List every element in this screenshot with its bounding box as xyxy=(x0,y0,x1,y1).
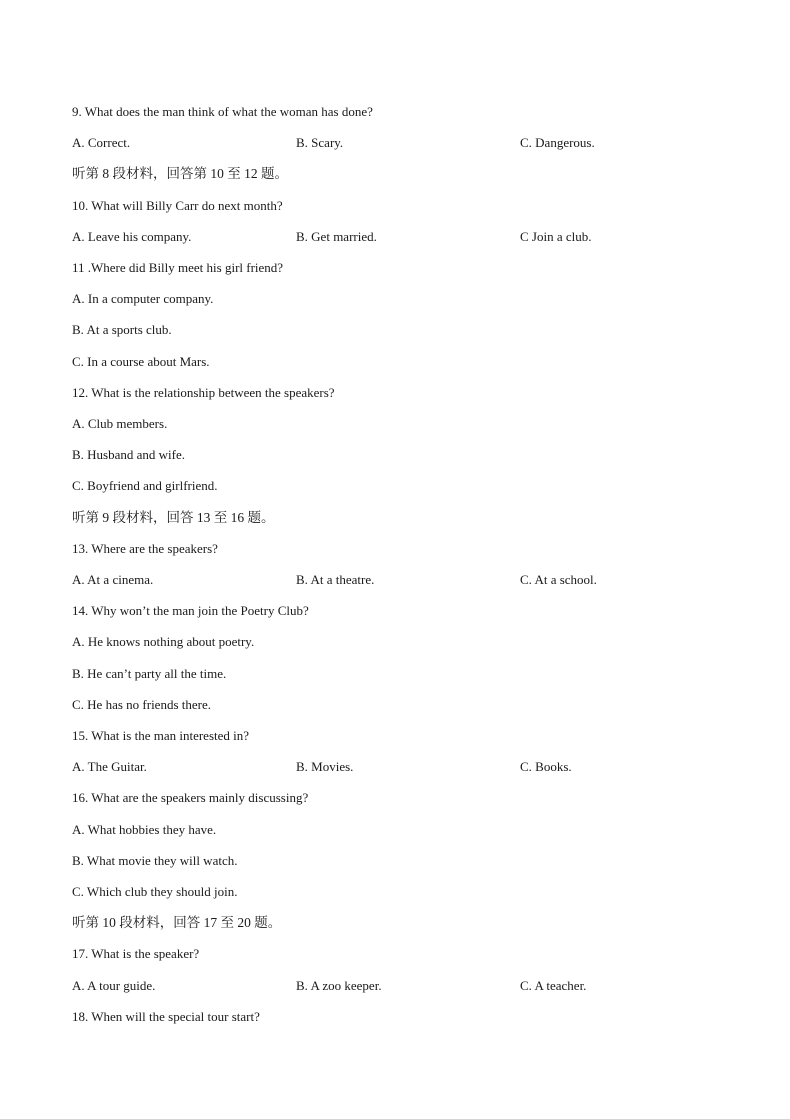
question-text: 16. What are the speakers mainly discussing? xyxy=(72,790,309,805)
option-b: B. At a theatre. xyxy=(296,572,375,587)
option-line: C. Boyfriend and girlfriend. xyxy=(72,478,218,493)
question-text: 12. What is the relationship between the speakers? xyxy=(72,385,335,400)
option-row xyxy=(72,976,712,996)
option-c: C. At a school. xyxy=(520,572,597,587)
option-line: B. He can’t party all the time. xyxy=(72,666,227,681)
option-a: A. Correct. xyxy=(72,135,131,150)
question-text: 9. What does the man think of what the woman has done? xyxy=(72,104,373,119)
option-row xyxy=(72,133,712,153)
option-row xyxy=(72,757,712,777)
option-c: C Join a club. xyxy=(520,229,592,244)
question-text: 14. Why won’t the man join the Poetry Club? xyxy=(72,603,309,618)
option-line: A. He knows nothing about poetry. xyxy=(72,634,255,649)
option-line: B. Husband and wife. xyxy=(72,447,186,462)
option-b: B. Movies. xyxy=(296,759,354,774)
option-line: A. Club members. xyxy=(72,416,168,431)
section-instruction: 听第 9 段材料，回答 13 至 16 题。 xyxy=(72,510,275,525)
option-a: A. At a cinema. xyxy=(72,572,154,587)
option-c: C. Books. xyxy=(520,759,572,774)
option-b: B. A zoo keeper. xyxy=(296,978,382,993)
option-line: C. Which club they should join. xyxy=(72,884,238,899)
question-text: 15. What is the man interested in? xyxy=(72,728,250,743)
section-instruction: 听第 10 段材料，回答 17 至 20 题。 xyxy=(72,915,282,930)
question-text: 10. What will Billy Carr do next month? xyxy=(72,198,283,213)
option-row xyxy=(72,570,712,590)
question-text: 13. Where are the speakers? xyxy=(72,541,218,556)
question-text: 17. What is the speaker? xyxy=(72,946,200,961)
option-b: B. Get married. xyxy=(296,229,377,244)
option-line: B. At a sports club. xyxy=(72,322,172,337)
option-a: A. Leave his company. xyxy=(72,229,192,244)
question-text: 11 .Where did Billy meet his girl friend? xyxy=(72,260,284,275)
section-instruction: 听第 8 段材料，回答第 10 至 12 题。 xyxy=(72,166,288,181)
option-line: B. What movie they will watch. xyxy=(72,853,238,868)
option-line: A. In a computer company. xyxy=(72,291,214,306)
option-line: A. What hobbies they have. xyxy=(72,822,217,837)
option-a: A. The Guitar. xyxy=(72,759,147,774)
option-b: B. Scary. xyxy=(296,135,344,150)
option-a: A. A tour guide. xyxy=(72,978,156,993)
option-line: C. In a course about Mars. xyxy=(72,354,210,369)
question-text: 18. When will the special tour start? xyxy=(72,1009,260,1024)
option-line: C. He has no friends there. xyxy=(72,697,211,712)
option-c: C. A teacher. xyxy=(520,978,587,993)
option-c: C. Dangerous. xyxy=(520,135,595,150)
option-row xyxy=(72,227,712,247)
